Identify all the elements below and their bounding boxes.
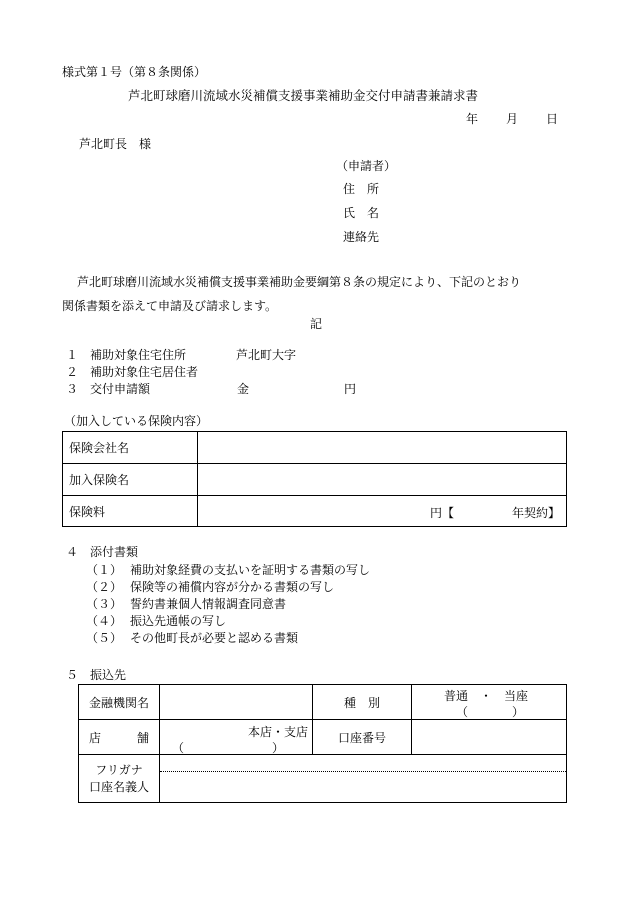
transfer-table [78, 684, 567, 803]
attachment-2-number: （２） [86, 580, 123, 594]
item-3-label: 交付申請額 [90, 382, 151, 396]
date-month: 月 [506, 112, 519, 126]
holder-label: 口座名義人 [88, 779, 149, 794]
item-1-label: 補助対象住宅住所 [90, 348, 187, 362]
attachment-3-text: 誓約書兼個人情報調査同意書 [130, 597, 287, 611]
item-1-value: 芦北町大字 [236, 348, 297, 362]
attachments-number: ４ [66, 545, 79, 559]
applicant-name-label: 氏 名 [343, 206, 380, 220]
holder-label-cell [79, 755, 160, 803]
furigana-input-line[interactable] [160, 755, 566, 772]
insurance-name-label: 加入保険名 [63, 464, 198, 496]
type-cell[interactable] [412, 685, 567, 720]
insurance-premium-label: 保険料 [63, 496, 198, 527]
date-day: 日 [546, 112, 559, 126]
premium-yen: 円【 [429, 506, 454, 520]
branch-options: 本店・支店 [247, 725, 308, 739]
attachments-heading: 添付書類 [90, 545, 139, 559]
type-options: 普通 ・ 当座 [444, 689, 529, 703]
branch-cell[interactable] [160, 720, 313, 755]
branch-paren-close: ） [272, 741, 285, 755]
attachment-5-text: その他町長が必要と認める書類 [130, 631, 299, 645]
transfer-heading: 振込先 [90, 668, 127, 682]
applicant-label: （申請者） [336, 159, 397, 173]
applicant-address-label: 住 所 [343, 182, 380, 196]
furigana-label: フリガナ [95, 762, 143, 777]
date-year: 年 [466, 112, 479, 126]
holder-input-area[interactable] [160, 772, 566, 802]
type-label: 種 別 [313, 685, 412, 720]
insurance-caption: （加入している保険内容） [64, 414, 209, 428]
attachment-3-number: （３） [86, 597, 123, 611]
form-title: 芦北町球磨川流域水災補償支援事業補助金交付申請書兼請求書 [128, 88, 479, 103]
insurance-premium-cell[interactable] [198, 496, 567, 527]
attachment-2-text: 保険等の補償内容が分かる書類の写し [130, 580, 335, 594]
bank-cell[interactable] [160, 685, 313, 720]
insurance-company-label: 保険会社名 [63, 432, 198, 464]
account-number-label: 口座番号 [313, 720, 412, 755]
applicant-contact-label: 連絡先 [343, 230, 380, 244]
ki-marker: 記 [310, 317, 323, 331]
attachment-4-number: （４） [86, 614, 123, 628]
item-3-value: 金 [237, 382, 250, 396]
form-number: 様式第１号（第８条関係） [62, 65, 207, 79]
type-paren-open: （ [456, 705, 469, 719]
item-3-unit: 円 [344, 382, 357, 396]
item-3-number: ３ [66, 382, 79, 396]
item-2-label: 補助対象住宅居住者 [90, 365, 199, 379]
insurance-table [62, 431, 567, 527]
addressee: 芦北町長 様 [79, 137, 152, 151]
insurance-company-cell[interactable] [198, 432, 567, 464]
attachment-5-number: （５） [86, 631, 123, 645]
insurance-name-cell[interactable] [198, 464, 567, 496]
transfer-number: ５ [66, 668, 79, 682]
branch-paren-open: （ [172, 741, 185, 755]
account-number-cell[interactable] [412, 720, 567, 755]
bank-label: 金融機関名 [79, 685, 160, 720]
attachment-1-number: （１） [86, 563, 123, 577]
attachment-1-text: 補助対象経費の支払いを証明する書類の写し [130, 563, 371, 577]
premium-contract: 年契約】 [511, 506, 560, 520]
holder-cell[interactable] [160, 755, 567, 803]
type-paren-close: ） [512, 705, 525, 719]
body-line-2: 関係書類を添えて申請及び請求します。 [62, 299, 278, 313]
branch-label: 店 舗 [79, 720, 160, 755]
item-1-number: １ [66, 348, 79, 362]
body-line-1: 芦北町球磨川流域水災補償支援事業補助金要綱第８条の規定により、下記のとおり [77, 275, 522, 289]
attachment-4-text: 振込先通帳の写し [130, 614, 227, 628]
item-2-number: ２ [66, 365, 79, 379]
